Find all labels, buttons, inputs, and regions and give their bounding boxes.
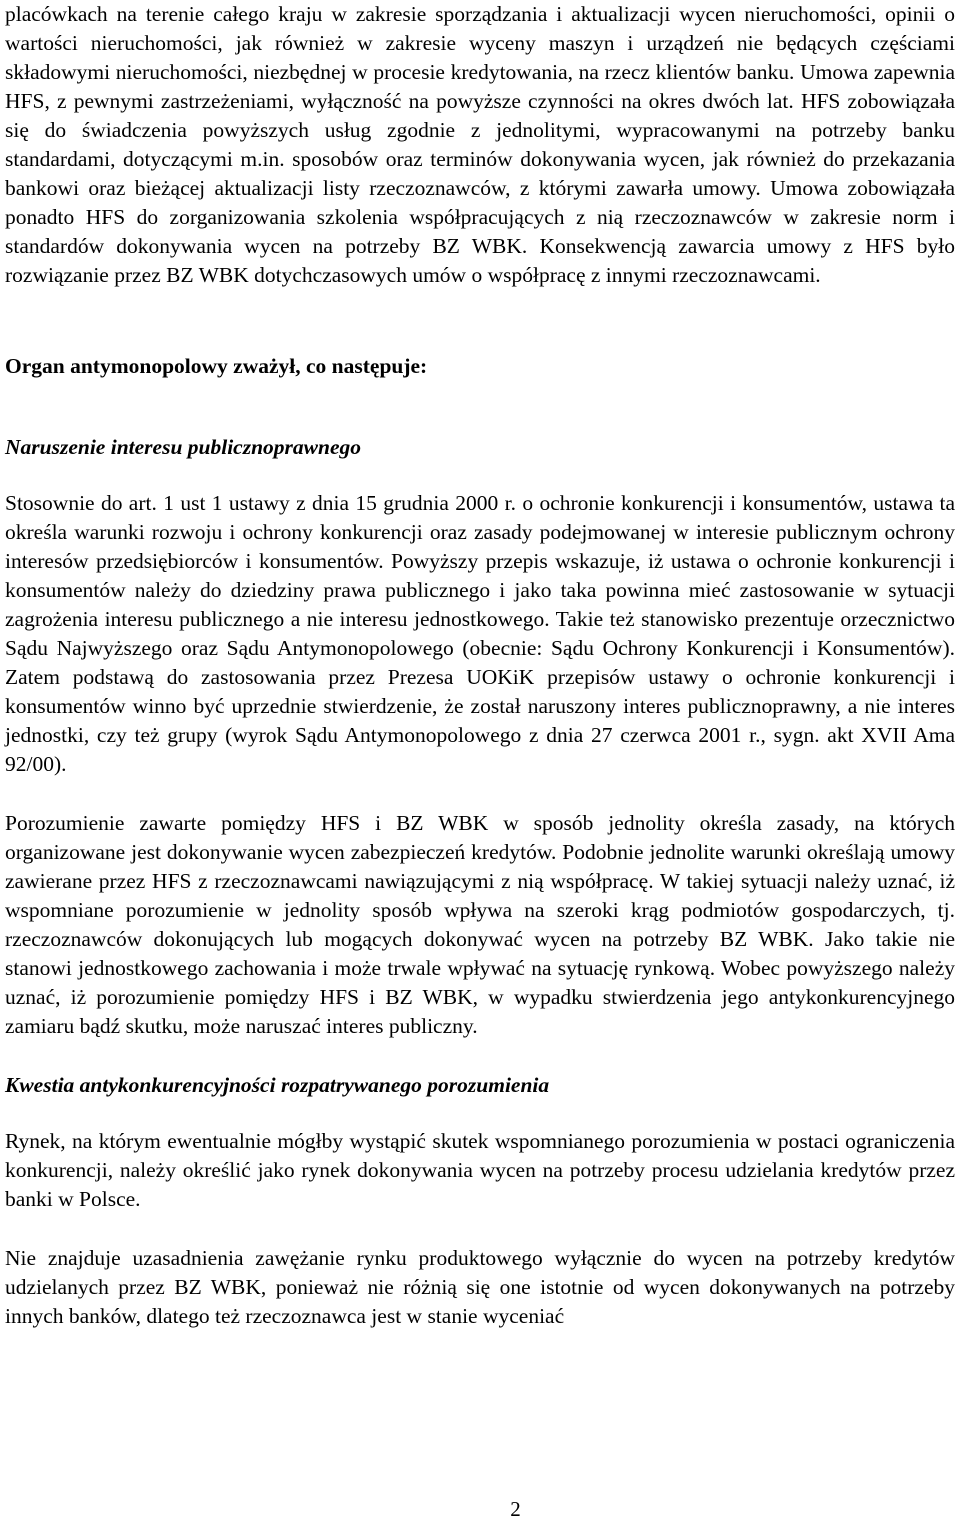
document-page — [5, 0, 955, 1331]
paragraph-5: Nie znajduje uzasadnienia zawężanie rynku produktowego wyłącznie do wycen na potrzeby kredytów udzielanych przez BZ WBK, ponieważ nie różnią się one istotnie od wycen dokonywanych na potrzeby innych banków, dlatego też rzeczoznawca jest w stanie wyceniać — [5, 1246, 955, 1328]
paragraph-3: Porozumienie zawarte pomiędzy HFS i BZ WBK w sposób jednolity określa zasady, na których organizowane jest dokonywanie wycen zabezpieczeń kredytów. Podobnie jednolite warunki określają umowy zawierane przez HFS z rzeczoznawcami nawiązującymi z nią współpracę. W takiej sytuacji należy uznać, iż wspomniane porozumienie w jednolity sposób wpływa na szeroki krąg podmiotów gospodarczych, tj. rzeczoznawców dokonujących lub mogących dokonywać wycen na potrzeby BZ WBK. Jako takie nie stanowi jednostkowego zachowania i może trwale wpływać na sytuację rynkową. Wobec powyższego należy uznać, iż porozumienie pomiędzy HFS i BZ WBK, w wypadku stwierdzenia jego antykonkurencyjnego zamiaru bądź skutku, może naruszać interes publiczny. — [5, 811, 955, 1038]
heading-main: Organ antymonopolowy zważył, co następuje: — [5, 354, 428, 378]
paragraph-2: Stosownie do art. 1 ust 1 ustawy z dnia 15 grudnia 2000 r. o ochronie konkurencji i konsumentów, ustawa ta określa warunki rozwoju i ochrony konkurencji oraz zasady podejmowanej w interesie publicznym ochrony interesów przedsiębiorców i konsumentów. Powyższy przepis wskazuje, iż ustawa o ochronie konkurencji i konsumentów należy do dziedziny prawa publicznego i jako taka powinna mieć zastosowanie w sytuacji zagrożenia interesu publicznego a nie interesu jednostkowego. Takie też stanowisko prezentuje orzecznictwo Sądu Najwyższego oraz Sądu Antymonopolowego (obecnie: Sądu Ochrony Konkurencji i Konsumentów). Zatem podstawą do zastosowania przez Prezesa UOKiK przepisów ustawy o ochronie konkurencji i konsumentów winno być uprzednie stwierdzenie, że został naruszony interes publicznoprawny, a nie interes jednostki, czy też grupy (wyrok Sądu Antymonopolowego z dnia 27 czerwca 2001 r., sygn. akt XVII Ama 92/00). — [5, 491, 955, 776]
paragraph-4: Rynek, na którym ewentualnie mógłby wystąpić skutek wspomnianego porozumienia w postaci ograniczenia konkurencji, należy określić jako rynek dokonywania wycen na potrzeby procesu udzielania kredytów przez banki w Polsce. — [5, 1129, 955, 1211]
page-number: 2 — [510, 1497, 521, 1521]
heading-section-2: Kwestia antykonkurencyjności rozpatrywanego porozumienia — [5, 1073, 550, 1097]
heading-section-1: Naruszenie interesu publicznoprawnego — [5, 435, 362, 459]
paragraph-1: placówkach na terenie całego kraju w zakresie sporządzania i aktualizacji wycen nieruchomości, opinii o wartości nieruchomości, jak również w zakresie wyceny maszyn i urządzeń nie będących częściami składowymi nieruchomości, niezbędnej w procesie kredytowania, na rzecz klientów banku. Umowa zapewnia HFS, z pewnymi zastrzeżeniami, wyłączność na powyższe czynności na okres dwóch lat. HFS zobowiązała się do świadczenia powyższych usług zgodnie z jednolitymi, wypracowanymi na potrzeby banku standardami, dotyczącymi m.in. sposobów oraz terminów dokonywania wycen, jak również do przekazania bankowi oraz bieżącej aktualizacji listy rzeczoznawców, z którymi zawarła umowy. Umowa zobowiązała ponadto HFS do zorganizowania szkolenia współpracujących z nią rzeczoznawców w zakresie norm i standardów dokonywania wycen na potrzeby BZ WBK. Konsekwencją zawarcia umowy z HFS było rozwiązanie przez BZ WBK dotychczasowych umów o współpracę z innymi rzeczoznawcami. — [5, 2, 955, 287]
